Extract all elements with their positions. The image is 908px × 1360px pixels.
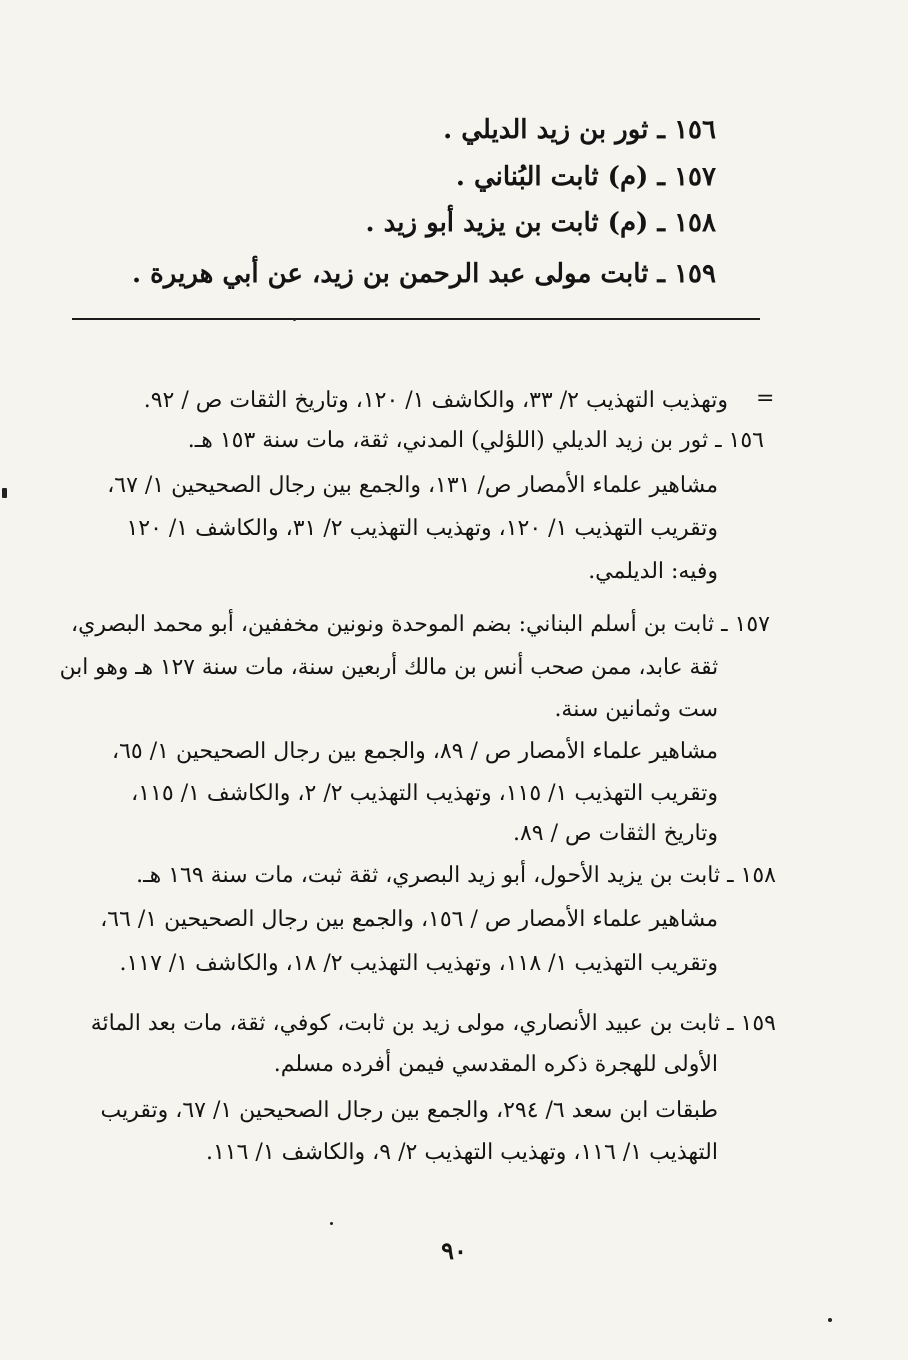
- note-line: وتهذيب التهذيب ٢/ ٣٣، والكاشف ١/ ١٢٠، وتاريخ الثقات ص / ٩٢.: [143, 388, 728, 413]
- note-line: وتقريب التهذيب ١/ ١١٨، وتهذيب التهذيب ٢/ ١٨، والكاشف ١/ ١١٧.: [119, 951, 718, 976]
- note-line: وتقريب التهذيب ١/ ١٢٠، وتهذيب التهذيب ٢/ ٣١، والكاشف ١/ ١٢٠: [126, 516, 718, 541]
- note-line: وفيه: الديلمي.: [588, 559, 718, 584]
- scan-artifact: [2, 488, 7, 498]
- note-line: وتقريب التهذيب ١/ ١١٥، وتهذيب التهذيب ٢/ ٢، والكاشف ١/ ١١٥،: [131, 781, 718, 806]
- note-line: ست وثمانين سنة.: [554, 697, 718, 722]
- main-entry-157: ١٥٧ ـ (م) ثابت البُناني .: [455, 162, 716, 192]
- scan-artifact: [293, 318, 296, 321]
- page-number: ٩٠: [441, 1236, 467, 1265]
- note-line: ثقة عابد، ممن صحب أنس بن مالك أربعين سنة، مات سنة ١٢٧ هـ وهو ابن: [59, 655, 718, 680]
- note-line: وتاريخ الثقات ص / ٨٩.: [512, 821, 718, 846]
- main-entry-158: ١٥٨ ـ (م) ثابت بن يزيد أبو زيد .: [365, 208, 716, 238]
- footnote-separator: [72, 318, 760, 320]
- note-line: الأولى للهجرة ذكره المقدسي فيمن أفرده مسلم.: [273, 1052, 718, 1077]
- note-heading-156: ١٥٦ ـ ثور بن زيد الديلي (اللؤلي) المدني، ثقة، مات سنة ١٥٣ هـ.: [187, 428, 764, 453]
- scan-artifact: [330, 1222, 333, 1225]
- note-line: طبقات ابن سعد ٦/ ٢٩٤، والجمع بين رجال الصحيحين ١/ ٦٧، وتقريب: [100, 1098, 718, 1123]
- continuation-marker: =: [756, 386, 775, 411]
- note-heading-159: ١٥٩ ـ ثابت بن عبيد الأنصاري، مولى زيد بن ثابت، كوفي، ثقة، مات بعد المائة: [90, 1011, 776, 1036]
- note-heading-157: ١٥٧ ـ ثابت بن أسلم البناني: بضم الموحدة ونونين مخففين، أبو محمد البصري،: [71, 612, 770, 637]
- main-entry-156: ١٥٦ ـ ثور بن زيد الديلي .: [443, 115, 716, 145]
- note-line: التهذيب ١/ ١١٦، وتهذيب التهذيب ٢/ ٩، والكاشف ١/ ١١٦.: [205, 1140, 718, 1165]
- note-line: مشاهير علماء الأمصار ص / ١٥٦، والجمع بين رجال الصحيحين ١/ ٦٦،: [100, 907, 718, 932]
- note-heading-158: ١٥٨ ـ ثابت بن يزيد الأحول، أبو زيد البصري، ثقة ثبت، مات سنة ١٦٩ هـ.: [136, 863, 776, 888]
- main-entry-159: ١٥٩ ـ ثابت مولى عبد الرحمن بن زيد، عن أبي هريرة .: [132, 259, 716, 289]
- note-line: مشاهير علماء الأمصار ص / ٨٩، والجمع بين رجال الصحيحين ١/ ٦٥،: [112, 739, 718, 764]
- scan-artifact: [828, 1318, 832, 1322]
- note-line: مشاهير علماء الأمصار ص/ ١٣١، والجمع بين رجال الصحيحين ١/ ٦٧،: [107, 473, 718, 498]
